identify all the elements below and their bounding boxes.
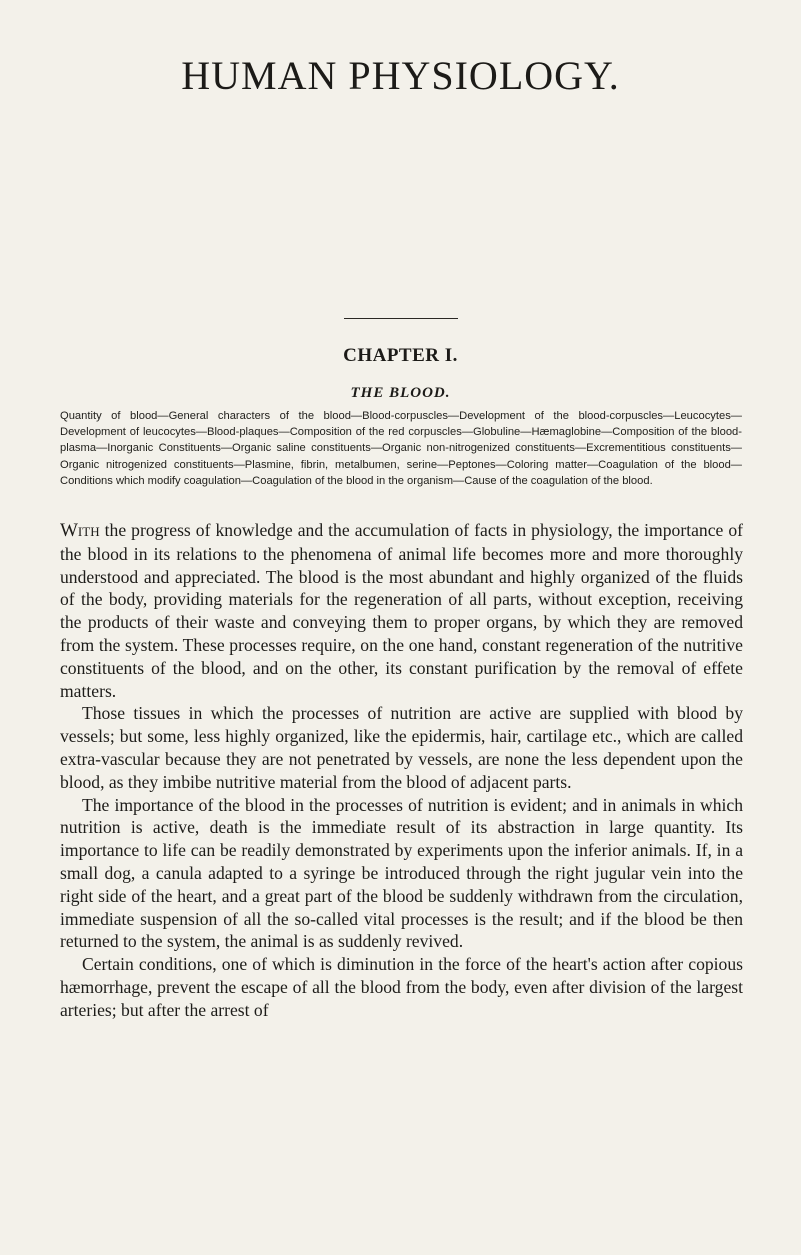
chapter-synopsis: Quantity of blood—General characters of the blood—Blood-corpuscles—Development of the blood-corpuscles—Leucocytes—Development of leucocytes—Blood-plaques—Composition of the red corpuscles—Globuline—Hæmaglobine—Composition of the blood-plasma—Inorganic Constituents—Organic saline constituents—Organic non-nitrogenized constituents—Excrementitious constituents—Organic nitrogenized constituents—Plasmine, fibrin, metalbumen, serine—Peptones—Coloring matter—Coagulation of the blood—Conditions which modify coagulation—Coagulation of the blood in the organism—Cause of the coagulation of the blood.	[60, 410, 742, 487]
paragraph-3: The importance of the blood in the processes of nutrition is evident; and in animals in which nutrition is active, death is the immediate result of its abstraction in large quantity. Its importance to life can be readily demonstrated by experiments upon the inferior animals. If, in a small dog, a canula adapted to a syringe be introduced through the right jugular vein into the right side of the heart, and a great part of the blood be suddenly withdrawn from the circulation, immediate suspension of all the so-called vital processes is the result; and if the blood be then returned to the system, the animal is as suddenly revived.	[60, 794, 743, 952]
paragraph-1-text: the progress of knowledge and the accumulation of facts in physiology, the importance of the blood in its relations to the phenomena of animal life becomes more and more thoroughly understood and appreciated. The blood is the most abundant and highly organized of the fluids of the body, providing materials for the regeneration of all parts, without exception, receiving the products of their waste and conveying them to proper organs, by which they are removed from the system. These processes require, on the one hand, constant regeneration of the nutritive constituents of the blood, and on the other, its constant purification by the removal of effete matters.	[60, 520, 743, 701]
paragraph-4: Certain conditions, one of which is diminution in the force of the heart's action after copious hæmorrhage, prevent the escape of all the blood from the body, even after division of the largest arteries; but after the arrest of	[60, 954, 743, 1020]
body-text	[60, 519, 743, 1022]
paragraph-1	[60, 519, 743, 702]
paragraph-2: Those tissues in which the processes of nutrition are active are supplied with blood by vessels; but some, less highly organized, like the epidermis, hair, cartilage etc., which are called extra-vascular because they are not penetrated by vessels, are none the less dependent upon the blood, as they imbibe nutritive material from the blood of adjacent parts.	[60, 703, 743, 792]
title-divider-rule	[344, 318, 458, 319]
chapter-subject: THE BLOOD.	[350, 385, 451, 401]
chapter-heading: CHAPTER I.	[343, 345, 458, 366]
book-title: HUMAN PHYSIOLOGY.	[181, 53, 620, 98]
opening-word: With	[60, 520, 100, 541]
